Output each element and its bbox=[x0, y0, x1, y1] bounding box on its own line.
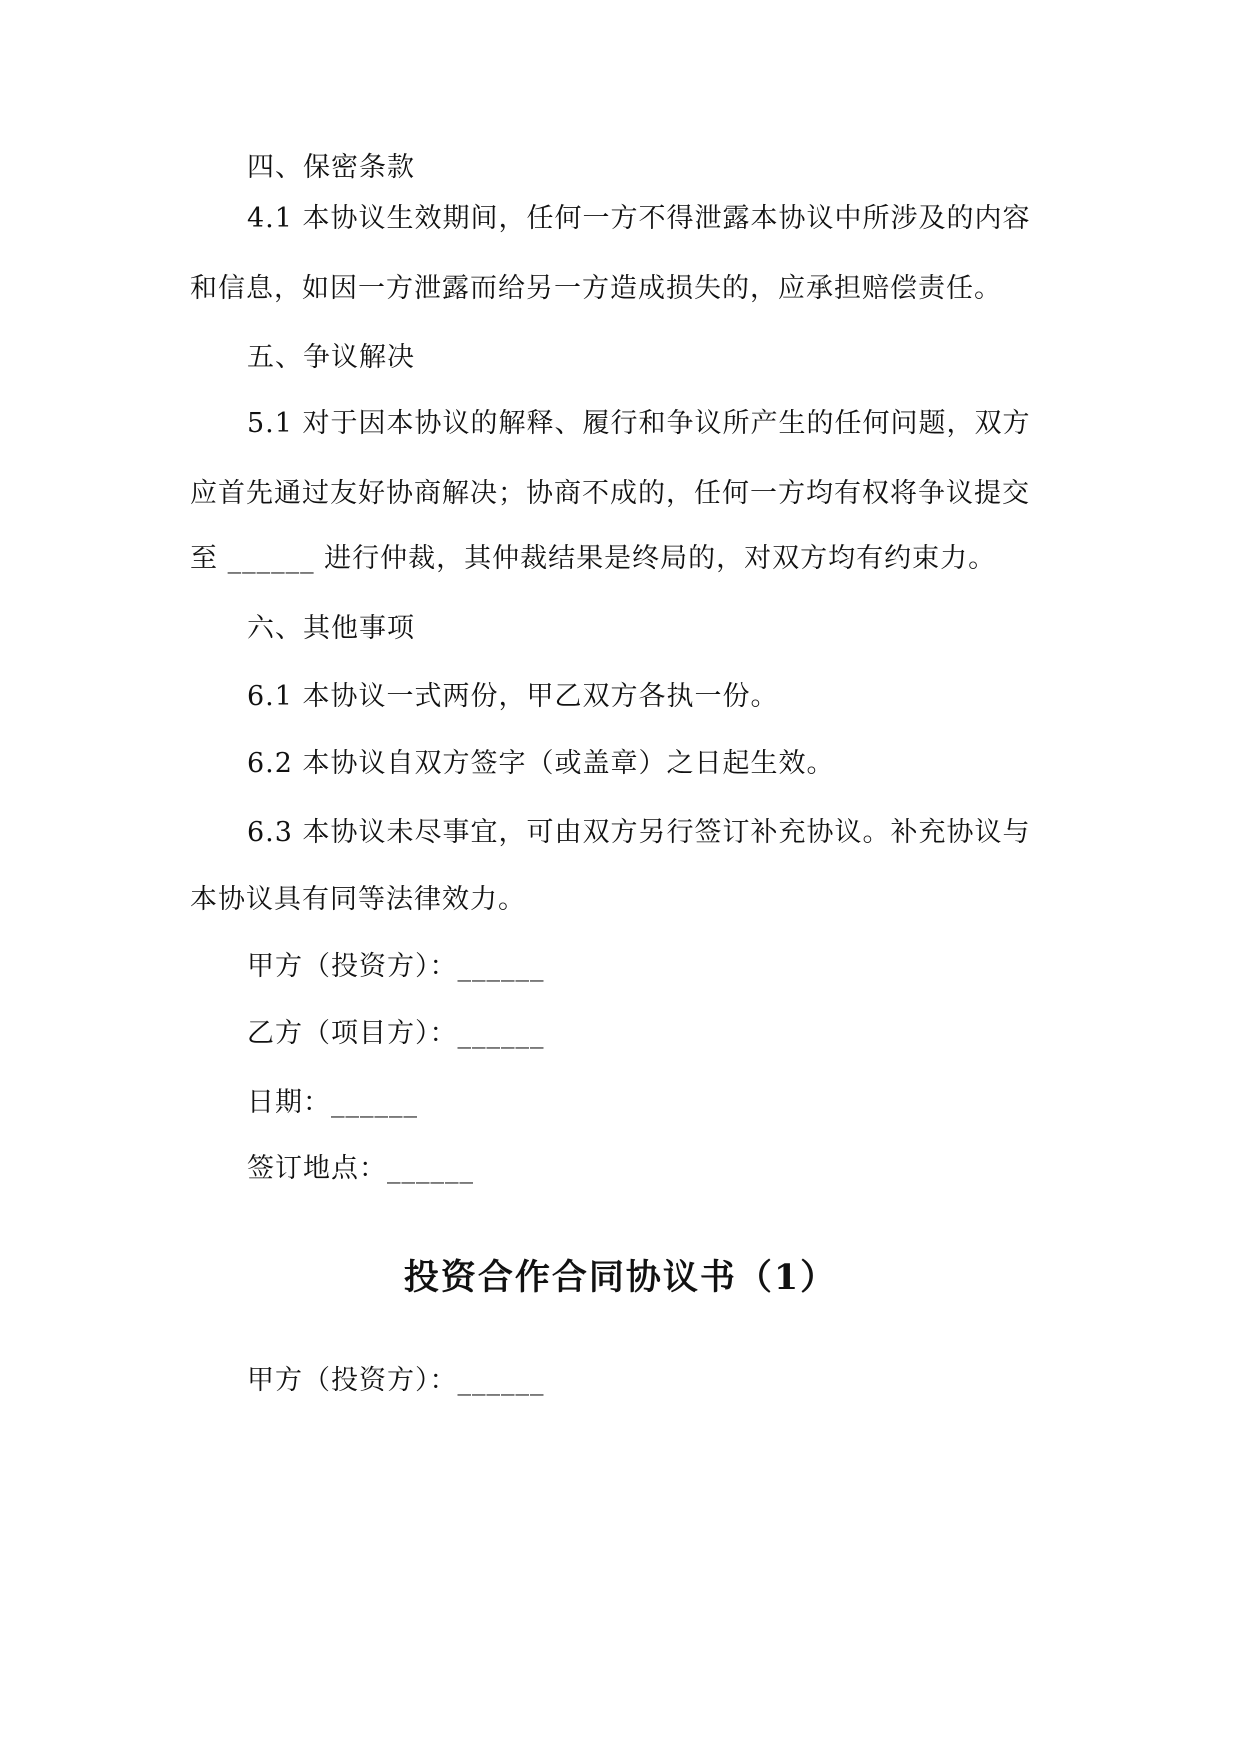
clause-4-1-line-2: 和信息，如因一方泄露而给另一方造成损失的，应承担赔偿责任。 bbox=[190, 273, 1002, 304]
section-heading-other: 六、其他事项 bbox=[247, 613, 415, 644]
clause-6-3-line-1: 6.3 本协议未尽事宜，可由双方另行签订补充协议。补充协议与 bbox=[247, 817, 1031, 848]
contract-title: 投资合作合同协议书（1） bbox=[403, 1257, 838, 1298]
clause-5-1-line-2: 应首先通过友好协商解决；协商不成的，任何一方均有权将争议提交 bbox=[190, 478, 1030, 509]
clause-5-1-line-1: 5.1 对于因本协议的解释、履行和争议所产生的任何问题，双方 bbox=[247, 408, 1031, 439]
section-heading-dispute: 五、争议解决 bbox=[247, 342, 415, 373]
signature-place: 签订地点：______ bbox=[247, 1153, 474, 1184]
clause-6-3-line-2: 本协议具有同等法律效力。 bbox=[190, 884, 526, 915]
signature-party-b: 乙方（项目方）：______ bbox=[247, 1018, 545, 1049]
next-contract-party-a: 甲方（投资方）：______ bbox=[247, 1365, 545, 1396]
clause-6-1: 6.1 本协议一式两份，甲乙双方各执一份。 bbox=[247, 681, 779, 712]
clause-4-1-line-1: 4.1 本协议生效期间，任何一方不得泄露本协议中所涉及的内容 bbox=[247, 203, 1031, 234]
clause-5-1-line-3: 至 ______ 进行仲裁，其仲裁结果是终局的，对双方均有约束力。 bbox=[190, 543, 997, 574]
signature-date: 日期：______ bbox=[247, 1087, 418, 1118]
clause-6-2: 6.2 本协议自双方签字（或盖章）之日起生效。 bbox=[247, 748, 835, 779]
section-heading-confidentiality: 四、保密条款 bbox=[247, 152, 415, 183]
signature-party-a: 甲方（投资方）：______ bbox=[247, 951, 545, 982]
